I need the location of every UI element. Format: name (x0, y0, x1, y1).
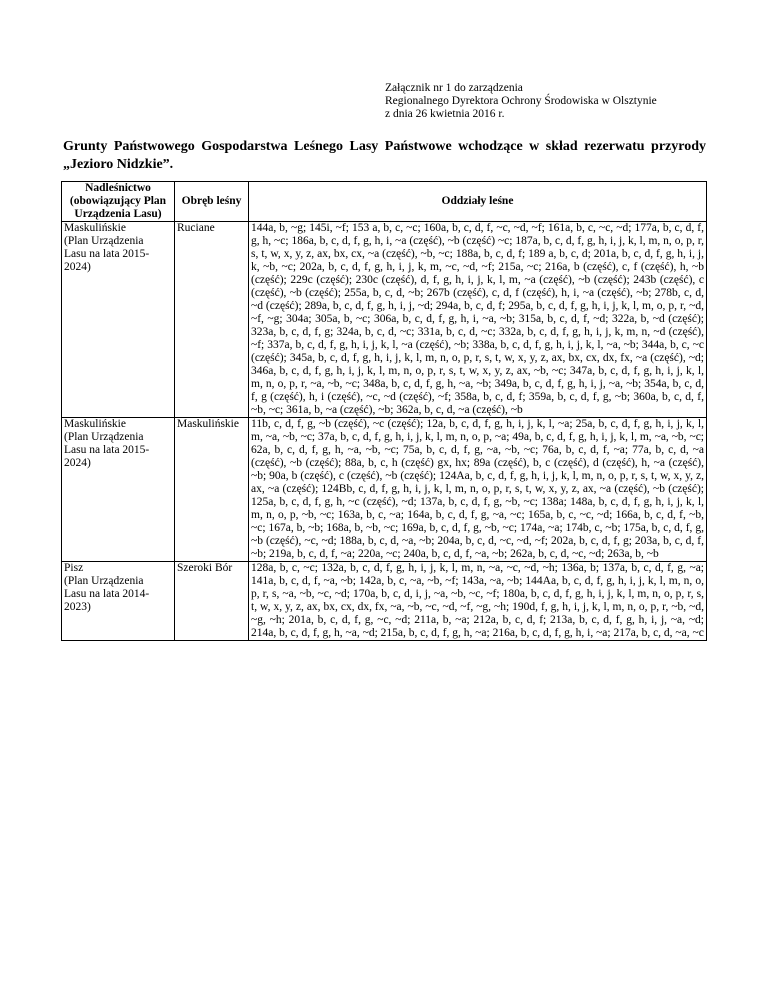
cell-nadlesnictwo: Maskulińskie (Plan Urządzenia Lasu na lata 2015- 2024) (62, 222, 175, 418)
cell-oddzialy: 11b, c, d, f, g, ~b (część), ~c (część); 12a, b, c, d, f, g, h, i, j, k, l, ~a; 25a, b, c, d, f, g, h, i, j, k, l, m, ~a, ~b, ~c; 37a, b, c, d, f, g, h, i, j, k, l, m, n, o, p, ~a; 49a, b, c, d, f, g, h, i, j, k, l, m, ~a, ~b, ~c; 62a, b, c, d, f, g, h, ~a, ~b, ~c; 75a, b, c, d, f, g, ~a, ~b, ~c; 76a, b, c, d, f, ~a; 77a, b, c, d, ~a (część), ~b (część); 88a, b, c, h (część) gx, hx; 89a (część), b, c (część), d (część), h, ~a (część), ~b; 90a, b (część), c (część), ~b (część); 124Aa, b, c, d, f, g, h, i, j, k, l, m, n, o, p, r, s, t, w, x, y, z, ax, ~a (część); 124Bb, c, d, f, g, h, i, j, k, l, m, n, o, p, r, s, t, w, x, y, z, ax, ~a (część), ~b (część); 125a, b, c, d, f, g, h, ~c (część), ~d; 137a, b, c, d, f, g, ~b, ~c; 138a; 148a, b, c, d, f, g, h, i, j, k, l, m, n, o, p, ~b, ~c; 163a, b, c, ~a; 164a, b, c, d, f, g, ~a, ~c; 165a, b, c, ~c, ~d; 166a, b, c, d, f, ~b, ~c; 167a, b, ~b; 168a, b, ~b, ~c; 169a, b, c, d, f, g, ~b, ~c; 174a, ~a; 174b, c, ~b; 175a, b, c, d, f, g, ~b (część), ~c, ~d; 188a, b, c, d, ~a, ~b; 204a, b, c, d, ~c, ~d, ~f; 202a, b, c, d, f, g; 203a, b, c, d, f, ~b; 219a, b, c, d, f, ~a; 220a, ~c; 240a, b, c, d, f, ~a, ~b; 262a, b, c, d, ~c, ~d; 263a, b, ~b (249, 418, 707, 562)
cell-obreb: Ruciane (175, 222, 249, 418)
attachment-note-line-3: z dnia 26 kwietnia 2016 r. (385, 108, 505, 120)
cell-nadlesnictwo: Maskulińskie (Plan Urządzenia Lasu na lata 2015- 2024) (62, 418, 175, 562)
document-title: Grunty Państwowego Gospodarstwa Leśnego Lasy Państwowe wchodzące w skład rezerwatu przyrody „Jezioro Nidzkie”. (63, 139, 706, 172)
header-nadlesnictwo: Nadleśnictwo (obowiązujący Plan Urządzenia Lasu) (62, 182, 175, 222)
attachment-note-line-1: Załącznik nr 1 do zarządzenia (385, 82, 523, 94)
table-row (62, 562, 707, 641)
table-header-row (62, 182, 707, 222)
header-obreb: Obręb leśny (175, 182, 249, 222)
header-oddzialy: Oddziały leśne (249, 182, 707, 222)
cell-obreb: Maskulińskie (175, 418, 249, 562)
cell-nadlesnictwo: Pisz (Plan Urządzenia Lasu na lata 2014- 2023) (62, 562, 175, 641)
attachment-note-line-2: Regionalnego Dyrektora Ochrony Środowiska w Olsztynie (385, 95, 657, 107)
forest-units-table (61, 181, 707, 641)
attachment-note (385, 82, 657, 121)
cell-oddzialy: 144a, b, ~g; 145i, ~f; 153 a, b, c, ~c; 160a, b, c, d, f, ~c, ~d, ~f; 161a, b, c, ~c, ~d; 177a, b, c, d, f, g, h, ~c; 186a, b, c, d, f, g, h, i, ~a (część), ~b (część) ~c; 187a, b, c, d, f, g, h, i, j, k, l, m, n, o, p, r, s, t, w, x, y, z, ax, bx, cx, ~a (część), ~b, ~c; 188a, b, c, d, f; 189 a, b, c, d; 201a, b, c, d, f, g, h, i, j, k, ~b, ~c; 202a, b, c, d, f, g, h, i, j, k, m, ~c, ~d, ~f; 215a, ~c; 216a, b (część), c, f (część), h, ~b (część); 229c (część); 230c (część), d, f, g, h, i, j, k, l, m, ~a (część), ~b (część); 243b (część), c (część), ~b (część); 255a, b, c, d, ~b; 267b (część), c, d, f (część), h, i, ~a (część), ~b; 278b, c, d, ~d (część); 289a, b, c, d, f, g, h, i, j, ~d; 294a, b, c, d, f; 295a, b, c, d, f, g, h, i, j, k, l, m, o, p, r, ~d, ~f, ~g; 304a; 305a, b, ~c; 306a, b, c, d, f, g, h, i, ~a, ~b; 315a, b, c, d, f, ~d; 322a, b, ~d (część); 323a, b, c, d, f, g; 324a, b, c, d, ~c; 331a, b, c, d, ~c; 332a, b, c, d, f, g, h, i, j, k, m, n, ~d (część), ~f; 337a, b, c, d, f, g, h, i, j, k, l, ~a (część), ~b; 338a, b, c, d, f, g, h, i, j, k, l, ~a, ~b; 344a, b, c, ~c (część); 345a, b, c, d, f, g, h, i, j, k, l, m, n, o, p, r, s, t, w, x, y, z, ax, bx, cx, dx, fx, ~a (część), ~d; 346a, b, c, d, f, g, h, i, j, k, l, m, n, o, p, r, s, t, w, x, y, z, ax, ~b, ~c; 347a, b, c, d, f, g, h, i, j, k, l, m, n, o, p, r, ~a, ~b, ~c; 348a, b, c, d, f, g, h, ~a, ~b; 349a, b, c, d, f, g, h, i, j, ~a, ~b; 354a, b, c, d, f, g (część), h, i (część), ~c, ~d (część), ~f; 358a, b, c, d, f; 359a, b, c, d, f, g, ~b; 360a, b, c, d, f, ~b, ~c; 361a, b, ~a (część), ~b; 362a, b, c, d, ~a (część), ~b (249, 222, 707, 418)
table-row (62, 418, 707, 562)
cell-obreb: Szeroki Bór (175, 562, 249, 641)
table-row (62, 222, 707, 418)
cell-oddzialy: 128a, b, c, ~c; 132a, b, c, d, f, g, h, i, j, k, l, m, n, ~a, ~c, ~d, ~h; 136a, b; 137a, b, c, d, f, g, ~a; 141a, b, c, d, f, ~a, ~b; 142a, b, c, ~a, ~b, ~f; 143a, ~a, ~b; 144Aa, b, c, d, f, g, h, i, j, k, l, m, n, o, p, r, s, ~a, ~b, ~c, ~d; 170a, b, c, d, i, j, ~a, ~b, ~c, ~f; 180a, b, c, d, f, g, h, i, j, k, l, m, n, o, p, r, s, t, w, x, y, z, ax, bx, cx, dx, fx, ~a, ~b, ~c, ~d, ~f, ~g, ~h; 190d, f, g, h, i, j, k, l, m, n, o, p, r, ~b, ~d, ~g, ~h; 201a, b, c, d, f, g, ~c, ~d; 211a, b, ~a; 212a, b, c, d, f; 213a, b, c, d, f, g, h, i, j, ~a, ~d; 214a, b, c, d, f, g, h, ~a, ~d; 215a, b, c, d, f, g, h, ~a; 216a, b, c, d, f, g, h, i, ~a; 217a, b, c, d, ~a, ~c (249, 562, 707, 641)
